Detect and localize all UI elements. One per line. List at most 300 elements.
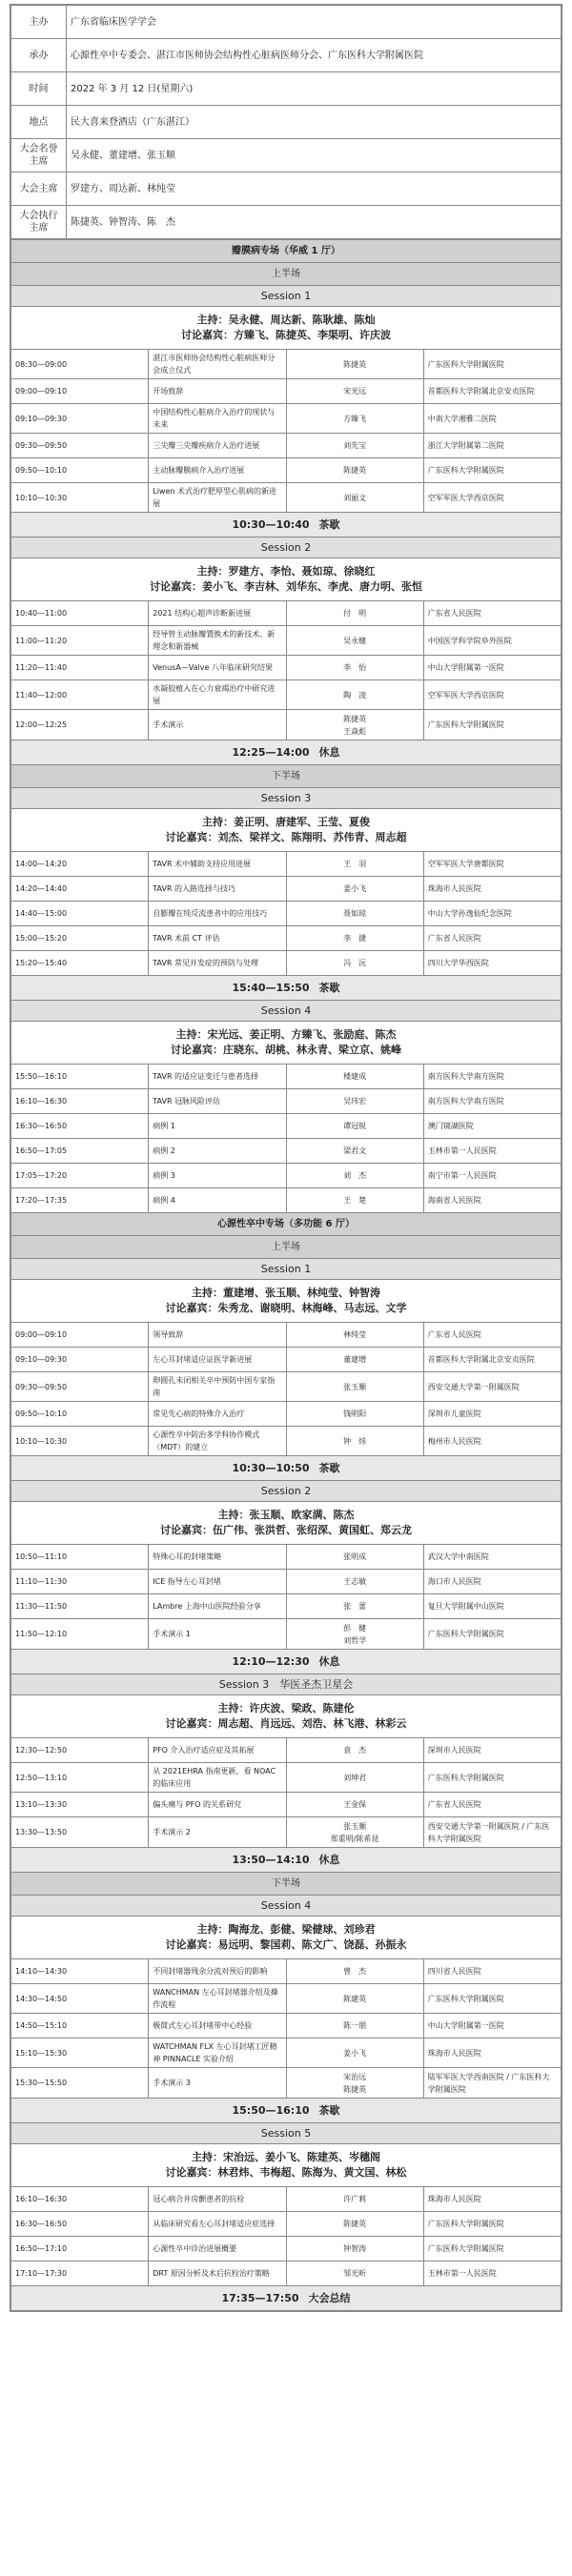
break-label: 茶歇 xyxy=(318,982,340,994)
half-title-row xyxy=(11,765,562,788)
session-chairs-row xyxy=(11,809,562,852)
row-time: 12:50—13:10 xyxy=(11,1763,149,1793)
row-hospital: 珠海市人民医院 xyxy=(423,2038,561,2068)
track-title-row xyxy=(11,1213,562,1236)
row-speaker xyxy=(286,951,423,976)
row-hospital: 澳门镜湖医院 xyxy=(423,1114,561,1139)
speaker-name: 钟智涛 xyxy=(343,2244,367,2253)
schedule-row xyxy=(11,404,562,434)
row-time: 15:30—15:50 xyxy=(11,2068,149,2099)
row-topic: ICE 指导左心耳封堵 xyxy=(149,1570,286,1594)
row-topic: TAVR 术中辅助支持应用进展 xyxy=(149,852,286,877)
row-speaker xyxy=(286,656,423,680)
session-chairs xyxy=(11,1917,562,1959)
schedule-row xyxy=(11,926,562,951)
break-row-row xyxy=(11,1650,562,1674)
row-hospital: 中国医学科学院阜外医院 xyxy=(423,626,561,656)
break-time: 15:50—16:10 xyxy=(232,2104,310,2117)
row-time: 13:10—13:30 xyxy=(11,1793,149,1817)
schedule-row xyxy=(11,2212,562,2237)
info-row xyxy=(11,72,562,106)
info-value: 陈捷英、钟智涛、陈 杰 xyxy=(67,206,562,239)
row-speaker xyxy=(286,1188,423,1213)
session-chairs-row xyxy=(11,1022,562,1065)
row-hospital: 珠海市人民医院 xyxy=(423,877,561,902)
speaker-name-2: 刘哲学 xyxy=(343,1635,367,1645)
row-topic: 中国结构性心脏病介入治疗的现状与未来 xyxy=(149,404,286,434)
row-topic: WANCHMAN 左心耳封堵器介绍及操作流程 xyxy=(149,1984,286,2014)
row-time: 10:10—10:30 xyxy=(11,483,149,513)
schedule-row xyxy=(11,434,562,458)
row-speaker xyxy=(286,2187,423,2212)
session-title-row xyxy=(11,1896,562,1917)
row-topic: TAVR 术前 CT 评估 xyxy=(149,926,286,951)
row-speaker xyxy=(286,1114,423,1139)
row-topic: 手术演示 xyxy=(149,710,286,740)
row-speaker xyxy=(286,1793,423,1817)
half-title-row xyxy=(11,1873,562,1896)
speaker-name: 陈一朋 xyxy=(343,2021,367,2030)
row-hospital: 中南大学湘雅二医院 xyxy=(423,404,561,434)
row-topic: 手术演示 3 xyxy=(149,2068,286,2099)
schedule-row xyxy=(11,350,562,379)
break-label: 休息 xyxy=(318,746,340,759)
schedule-row xyxy=(11,1545,562,1570)
speaker-name: 冯 沅 xyxy=(343,959,367,967)
break-row-row xyxy=(11,1848,562,1873)
row-time: 09:30—09:50 xyxy=(11,434,149,458)
row-time: 14:30—14:50 xyxy=(11,1984,149,2014)
row-hospital: 广东医科大学附属医院 xyxy=(423,1763,561,1793)
row-time: 11:30—11:50 xyxy=(11,1594,149,1619)
info-value: 民大喜来登酒店（广东湛江） xyxy=(67,106,562,139)
row-time: 14:10—14:30 xyxy=(11,1959,149,1984)
session-chairs xyxy=(11,307,562,350)
schedule-row xyxy=(11,877,562,902)
row-speaker xyxy=(286,1959,423,1984)
session-title-row xyxy=(11,1481,562,1502)
row-topic: TAVR 冠脉风险评估 xyxy=(149,1089,286,1114)
schedule-row xyxy=(11,902,562,926)
break-row xyxy=(11,1650,562,1674)
row-topic: 不同封堵器残余分流对预后的影响 xyxy=(149,1959,286,1984)
speaker-name: 宋治远 xyxy=(343,2072,367,2081)
break-row xyxy=(11,513,562,538)
schedule-row xyxy=(11,710,562,740)
schedule-row xyxy=(11,601,562,626)
row-topic: 手术演示 2 xyxy=(149,1817,286,1848)
info-value: 2022 年 3 月 12 日(星期六) xyxy=(67,72,562,106)
schedule-row xyxy=(11,852,562,877)
row-hospital: 海南省人民医院 xyxy=(423,1188,561,1213)
schedule-row xyxy=(11,458,562,483)
row-speaker xyxy=(286,483,423,513)
break-row xyxy=(11,2099,562,2123)
row-topic: 手术演示 1 xyxy=(149,1619,286,1650)
session-chairs-row xyxy=(11,1917,562,1959)
row-topic: 2021 结构心超声诊断新进展 xyxy=(149,601,286,626)
row-topic: Liwen 术式治疗肥厚型心肌病的新进展 xyxy=(149,483,286,513)
speaker-name: 陈捷英 xyxy=(343,466,367,475)
row-topic: PFO 介入治疗适应症及其拓展 xyxy=(149,1738,286,1763)
schedule-row xyxy=(11,483,562,513)
row-topic: WATCHMAN FLX 左心耳封堵工匠精神 PINNACLE 实验介绍 xyxy=(149,2038,286,2068)
row-speaker xyxy=(286,2212,423,2237)
info-key: 大会主席 xyxy=(11,172,67,206)
session-title: Session 4 xyxy=(11,1896,562,1917)
row-topic: 病例 3 xyxy=(149,1164,286,1188)
row-topic: VenusA—Valve 八年临床研究结果 xyxy=(149,656,286,680)
session-chairs-row xyxy=(11,2144,562,2187)
info-row xyxy=(11,106,562,139)
row-speaker xyxy=(286,1164,423,1188)
row-topic: 冠心病合并房颤患者的抗栓 xyxy=(149,2187,286,2212)
row-hospital: 中山大学附属第一医院 xyxy=(423,2014,561,2038)
half-title-row xyxy=(11,263,562,286)
row-speaker xyxy=(286,1594,423,1619)
break-row xyxy=(11,2286,562,2311)
break-row-row xyxy=(11,976,562,1001)
break-label: 茶歇 xyxy=(318,1462,340,1474)
schedule-row xyxy=(11,2262,562,2286)
schedule-row xyxy=(11,1738,562,1763)
schedule-row xyxy=(11,1164,562,1188)
speaker-name: 楼建成 xyxy=(343,1072,367,1081)
row-topic: 偏头痛与 PFO 的关系研究 xyxy=(149,1793,286,1817)
row-time: 11:50—12:10 xyxy=(11,1619,149,1650)
row-hospital: 中山大学附属第一医院 xyxy=(423,656,561,680)
row-topic: 心源性卒中诊治进展概要 xyxy=(149,2237,286,2262)
row-topic: 特殊心耳的封堵策略 xyxy=(149,1545,286,1570)
row-topic: 水凝胶植入在心力衰竭治疗中研究进展 xyxy=(149,680,286,710)
row-topic: 病例 1 xyxy=(149,1114,286,1139)
chair-list: 主持：许庆波、梁政、陈建伦 xyxy=(217,1702,355,1714)
session-title-row xyxy=(11,788,562,809)
row-topic: 心源性卒中防治多学科协作模式（MDT）的建立 xyxy=(149,1427,286,1456)
row-speaker xyxy=(286,710,423,740)
session-title: Session 1 xyxy=(11,1259,562,1280)
row-hospital: 广东省人民医院 xyxy=(423,1793,561,1817)
row-speaker xyxy=(286,1570,423,1594)
row-speaker xyxy=(286,926,423,951)
row-time: 08:30—09:00 xyxy=(11,350,149,379)
row-time: 10:50—11:10 xyxy=(11,1545,149,1570)
guest-list: 讨论嘉宾：林君炜、韦梅超、陈海为、黄文国、林松 xyxy=(165,2166,407,2179)
row-speaker xyxy=(286,2262,423,2286)
row-hospital: 空军军医大学西京医院 xyxy=(423,483,561,513)
row-speaker xyxy=(286,852,423,877)
row-hospital: 南方医科大学南方医院 xyxy=(423,1089,561,1114)
row-hospital: 南方医科大学南方医院 xyxy=(423,1065,561,1089)
row-speaker xyxy=(286,404,423,434)
speaker-name: 陈捷英 xyxy=(343,714,367,723)
schedule-row xyxy=(11,1817,562,1848)
row-speaker xyxy=(286,350,423,379)
schedule-row xyxy=(11,656,562,680)
row-speaker xyxy=(286,1089,423,1114)
speaker-name: 梁君文 xyxy=(343,1146,367,1155)
speaker-name: 董建增 xyxy=(343,1355,367,1364)
speaker-name: 陈捷英 xyxy=(343,359,367,369)
chair-list: 主持：吴永健、周达新、陈耿雄、陈灿 xyxy=(196,314,376,326)
session-title-row xyxy=(11,1259,562,1280)
row-speaker xyxy=(286,2068,423,2099)
row-speaker xyxy=(286,626,423,656)
row-speaker xyxy=(286,1984,423,2014)
info-value: 心源性卒中专委会、湛江市医师协会结构性心脏病医师分会、广东医科大学附属医院 xyxy=(67,39,562,72)
info-key: 时间 xyxy=(11,72,67,106)
row-speaker xyxy=(286,2237,423,2262)
row-hospital: 空军军医大学西京医院 xyxy=(423,680,561,710)
speaker-name: 付 明 xyxy=(343,609,367,618)
schedule-row xyxy=(11,1372,562,1402)
program-document xyxy=(10,4,562,2312)
chair-list: 主持：姜正明、唐建军、王莹、夏俊 xyxy=(202,816,370,828)
row-topic: DRT 原因分析及术后抗栓治疗策略 xyxy=(149,2262,286,2286)
session-chairs-row xyxy=(11,558,562,601)
row-time: 10:10—10:30 xyxy=(11,1427,149,1456)
guest-list: 讨论嘉宾：伍广伟、张洪哲、张绍深、黄国虹、郑云龙 xyxy=(160,1524,412,1536)
program-schedule-table xyxy=(10,239,562,2311)
info-key: 大会执行主席 xyxy=(11,206,67,239)
row-speaker xyxy=(286,601,423,626)
session-title-row xyxy=(11,538,562,558)
speaker-name: 张 蕾 xyxy=(343,1602,367,1611)
schedule-row xyxy=(11,1619,562,1650)
info-key: 主办 xyxy=(11,6,67,39)
break-time: 17:35—17:50 xyxy=(221,2292,299,2304)
row-time: 15:20—15:40 xyxy=(11,951,149,976)
chair-list: 主持：董建增、张玉顺、林纯莹、钟智涛 xyxy=(192,1287,380,1299)
break-label: 茶歇 xyxy=(318,518,340,531)
break-row xyxy=(11,1456,562,1481)
row-speaker xyxy=(286,1402,423,1427)
break-label: 大会总结 xyxy=(308,2292,351,2304)
speaker-name: 李 捷 xyxy=(343,934,367,943)
row-hospital: 浙江大学附属第二医院 xyxy=(423,434,561,458)
row-time: 17:20—17:35 xyxy=(11,1188,149,1213)
row-hospital: 广东省人民医院 xyxy=(423,601,561,626)
info-value: 罗建方、周达新、林纯莹 xyxy=(67,172,562,206)
schedule-row xyxy=(11,1427,562,1456)
speaker-name: 王 羽 xyxy=(343,860,367,868)
break-row-row xyxy=(11,513,562,538)
row-time: 11:40—12:00 xyxy=(11,680,149,710)
row-speaker xyxy=(286,1372,423,1402)
row-speaker xyxy=(286,434,423,458)
row-time: 14:50—15:10 xyxy=(11,2014,149,2038)
session-chairs xyxy=(11,1695,562,1738)
guest-list: 讨论嘉宾：刘杰、梁祥文、陈翔明、苏伟青、周志超 xyxy=(165,831,407,843)
schedule-row xyxy=(11,1323,562,1348)
row-speaker xyxy=(286,680,423,710)
row-time: 09:10—09:30 xyxy=(11,404,149,434)
row-hospital: 南宁市第一人民医院 xyxy=(423,1164,561,1188)
info-value: 广东省临床医学学会 xyxy=(67,6,562,39)
speaker-name: 吴玮宏 xyxy=(343,1097,367,1105)
row-topic: 开场致辞 xyxy=(149,379,286,404)
row-topic: 左心耳封堵适应证医学新进展 xyxy=(149,1348,286,1372)
row-hospital: 武汉大学中南医院 xyxy=(423,1545,561,1570)
speaker-name: 刘 杰 xyxy=(343,1171,367,1180)
speaker-name: 姜小飞 xyxy=(343,884,367,893)
row-time: 13:30—13:50 xyxy=(11,1817,149,1848)
row-time: 14:40—15:00 xyxy=(11,902,149,926)
info-row xyxy=(11,172,562,206)
row-time: 17:05—17:20 xyxy=(11,1164,149,1188)
session-chairs-row xyxy=(11,1695,562,1738)
break-row xyxy=(11,1848,562,1873)
speaker-name: 张玉顺 xyxy=(343,1382,367,1391)
row-time: 14:20—14:40 xyxy=(11,877,149,902)
row-speaker xyxy=(286,1427,423,1456)
break-time: 15:40—15:50 xyxy=(232,982,310,994)
row-time: 09:00—09:10 xyxy=(11,379,149,404)
row-time: 09:50—10:10 xyxy=(11,458,149,483)
speaker-name: 李 怡 xyxy=(343,663,367,672)
speaker-name: 王金保 xyxy=(343,1800,367,1809)
speaker-name: 张玉顺 xyxy=(343,1821,367,1831)
row-topic: TAVR 常见并发症的预防与处理 xyxy=(149,951,286,976)
guest-list: 讨论嘉宾：庄晓东、胡桃、林永青、梁立京、姚峰 xyxy=(171,1044,401,1056)
guest-list: 讨论嘉宾：易远明、黎国莉、陈文广、饶磊、孙振永 xyxy=(165,1938,407,1951)
speaker-name: 王 楚 xyxy=(343,1196,367,1205)
row-speaker xyxy=(286,1817,423,1848)
row-hospital: 首都医科大学附属北京安贞医院 xyxy=(423,1348,561,1372)
row-speaker xyxy=(286,1065,423,1089)
row-hospital: 广东医科大学附属医院 xyxy=(423,2212,561,2237)
row-topic: LAmbre 上海中山医院经验分享 xyxy=(149,1594,286,1619)
row-hospital: 陆军军医大学西南医院 / 广东医科大学附属医院 xyxy=(423,2068,561,2099)
speaker-name: 张明成 xyxy=(343,1552,367,1561)
row-hospital: 四川大学华西医院 xyxy=(423,951,561,976)
row-topic: 从临床研究看左心耳封堵适应症选择 xyxy=(149,2212,286,2237)
break-row-row xyxy=(11,740,562,765)
schedule-row xyxy=(11,1793,562,1817)
session-title: Session 1 xyxy=(11,286,562,307)
schedule-row xyxy=(11,1139,562,1164)
row-time: 10:40—11:00 xyxy=(11,601,149,626)
row-topic: 卵圆孔未闭相关卒中预防中国专家指南 xyxy=(149,1372,286,1402)
row-hospital: 梅州市人民医院 xyxy=(423,1427,561,1456)
session-chairs xyxy=(11,1022,562,1065)
break-time: 12:25—14:00 xyxy=(232,746,310,759)
half-title: 下半场 xyxy=(11,1873,562,1896)
schedule-row xyxy=(11,1114,562,1139)
break-label: 茶歇 xyxy=(318,2104,340,2117)
session-chairs-row xyxy=(11,1502,562,1545)
row-speaker xyxy=(286,1545,423,1570)
track-title: 心源性卒中专场（多功能 6 厅） xyxy=(11,1213,562,1236)
row-speaker xyxy=(286,1139,423,1164)
break-row-row xyxy=(11,1456,562,1481)
row-hospital: 首都医科大学附属北京安贞医院 xyxy=(423,379,561,404)
row-speaker xyxy=(286,1323,423,1348)
info-row xyxy=(11,6,562,39)
info-key: 大会名誉主席 xyxy=(11,139,67,172)
speaker-name: 袁 杰 xyxy=(343,1746,367,1755)
row-topic: 领导致辞 xyxy=(149,1323,286,1348)
row-hospital: 广东省人民医院 xyxy=(423,1323,561,1348)
info-row xyxy=(11,39,562,72)
session-title: Session 4 xyxy=(11,1001,562,1022)
row-time: 09:30—09:50 xyxy=(11,1372,149,1402)
break-time: 10:30—10:50 xyxy=(232,1462,310,1474)
speaker-name-2: 郑重明/陈希昆 xyxy=(330,1834,379,1843)
session-title: Session 2 xyxy=(11,538,562,558)
row-time: 15:00—15:20 xyxy=(11,926,149,951)
row-topic: 从 2021EHRA 指南更新，看 NOAC 的临床应用 xyxy=(149,1763,286,1793)
row-hospital: 玉林市第一人民医院 xyxy=(423,1139,561,1164)
schedule-row xyxy=(11,2038,562,2068)
schedule-row xyxy=(11,1402,562,1427)
session-chairs xyxy=(11,809,562,852)
speaker-name: 方臻飞 xyxy=(343,414,367,423)
schedule-row xyxy=(11,2068,562,2099)
row-topic: 湛江市医师协会结构性心脏病医师分会成立仪式 xyxy=(149,350,286,379)
schedule-row xyxy=(11,1188,562,1213)
schedule-row xyxy=(11,680,562,710)
row-speaker xyxy=(286,458,423,483)
row-hospital: 广东医科大学附属医院 xyxy=(423,350,561,379)
speaker-name: 彭 健 xyxy=(343,1623,367,1633)
row-time: 14:00—14:20 xyxy=(11,852,149,877)
speaker-name: 谭冠锐 xyxy=(343,1122,367,1130)
session-title: Session 3 华医圣杰卫星会 xyxy=(11,1674,562,1695)
session-title: Session 5 xyxy=(11,2123,562,2144)
row-hospital: 深圳市儿童医院 xyxy=(423,1402,561,1427)
row-hospital: 珠海市人民医院 xyxy=(423,2187,561,2212)
row-time: 17:10—17:30 xyxy=(11,2262,149,2286)
row-hospital: 海口市人民医院 xyxy=(423,1570,561,1594)
schedule-row xyxy=(11,1065,562,1089)
schedule-row xyxy=(11,2237,562,2262)
row-topic: 病例 4 xyxy=(149,1188,286,1213)
chair-list: 主持：宋光远、姜正明、方臻飞、张励庭、陈杰 xyxy=(175,1028,397,1041)
half-title: 上半场 xyxy=(11,1236,562,1259)
half-title-row xyxy=(11,1236,562,1259)
speaker-name: 姜小飞 xyxy=(343,2048,367,2058)
session-chairs xyxy=(11,1280,562,1323)
row-topic: 自膨瓣在纯反流患者中的应用技巧 xyxy=(149,902,286,926)
row-time: 15:50—16:10 xyxy=(11,1065,149,1089)
break-row xyxy=(11,976,562,1001)
schedule-row xyxy=(11,379,562,404)
row-topic: TAVR 的适应证变迁与患者选择 xyxy=(149,1065,286,1089)
row-time: 09:50—10:10 xyxy=(11,1402,149,1427)
break-time: 12:10—12:30 xyxy=(232,1655,310,1668)
speaker-name: 林纯莹 xyxy=(343,1330,367,1339)
guest-list: 讨论嘉宾：朱秀龙、谢晓明、林海峰、马志远、文学 xyxy=(165,1302,407,1314)
speaker-name: 刘先宝 xyxy=(343,441,367,450)
row-topic: 病例 2 xyxy=(149,1139,286,1164)
speaker-name: 陈捷英 xyxy=(343,2220,367,2228)
speaker-name: 邹光昕 xyxy=(343,2269,367,2278)
break-time: 10:30—10:40 xyxy=(232,518,310,531)
row-hospital: 广东医科大学附属医院 xyxy=(423,710,561,740)
speaker-name: 刘丽文 xyxy=(343,493,367,502)
info-key: 地点 xyxy=(11,106,67,139)
row-speaker xyxy=(286,2014,423,2038)
session-chairs xyxy=(11,558,562,601)
row-speaker xyxy=(286,1738,423,1763)
row-time: 16:30—16:50 xyxy=(11,1114,149,1139)
row-speaker xyxy=(286,877,423,902)
row-hospital: 广东省人民医院 xyxy=(423,926,561,951)
break-row-row xyxy=(11,2099,562,2123)
chair-list: 主持：宋治远、姜小飞、陈建英、岑穗阁 xyxy=(192,2151,380,2163)
half-title: 上半场 xyxy=(11,263,562,286)
